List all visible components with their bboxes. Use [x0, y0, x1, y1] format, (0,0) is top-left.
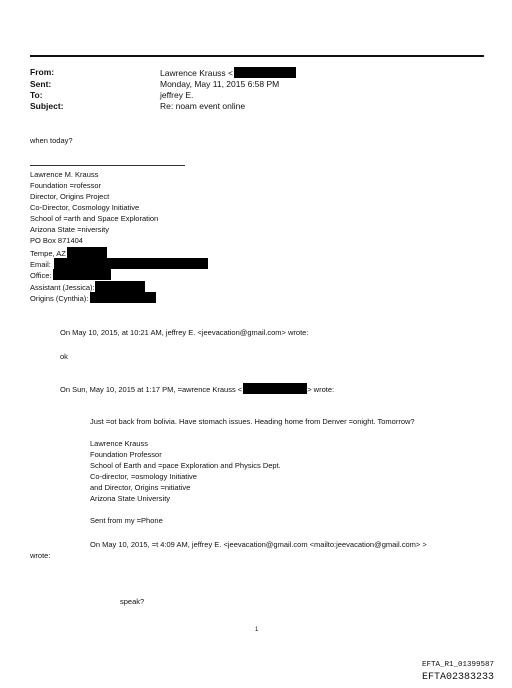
- quote2-intro-pre: On Sun, May 10, 2015 at 1:17 PM, =awrence Krauss <: [60, 385, 243, 394]
- from-value: [160, 67, 296, 78]
- quote2-sig-line: School of Earth and =pace Exploration and Physics Dept.: [90, 461, 281, 470]
- origins-label: Origins (Cynthia):: [30, 294, 89, 303]
- from-label: From:: [30, 67, 55, 77]
- nested-quote-text: speak?: [120, 597, 145, 606]
- signature-line: School of =arth and Space Exploration: [30, 214, 159, 223]
- footer-id-1: EFTA_R1_01399587: [421, 661, 494, 669]
- quote1-text: ok: [60, 352, 68, 361]
- quote1-intro: On May 10, 2015, at 10:21 AM, jeffrey E. <jeevacation@gmail.com> wrote:: [60, 328, 309, 337]
- quote2-message: Just =ot back from bolivia. Have stomach issues. Heading home from Denver =onight. Tomorrow?: [90, 417, 415, 426]
- signature-line-office: [30, 269, 111, 281]
- sent-value: Monday, May 11, 2015 6:58 PM: [160, 79, 280, 89]
- quote2-sig-line: Arizona State University: [90, 494, 171, 503]
- signature-line: Lawrence M. Krauss: [30, 170, 99, 179]
- redaction-block: [243, 383, 307, 394]
- office-label: Office:: [30, 271, 52, 280]
- subject-value: Re: noam event online: [160, 101, 246, 111]
- signature-line: Arizona State =niversity: [30, 225, 109, 234]
- redaction-block: [54, 258, 208, 269]
- nested-quote-intro: On May 10, 2015, =t 4:09 AM, jeffrey E. <jeevacation@gmail.com <mailto:jeevacation@gmail.com> >: [90, 540, 427, 549]
- signature-line-origins: [30, 292, 156, 304]
- quote2-intro: [60, 383, 334, 395]
- to-label: To:: [30, 90, 43, 100]
- quote2-sent-from: Sent from my =Phone: [90, 516, 163, 525]
- quote2-sig-line: and Director, Origins =nitiative: [90, 483, 191, 492]
- page-number: 1: [255, 627, 259, 633]
- email-label: Email:: [30, 260, 51, 269]
- footer-id-2: EFTA02383233: [421, 672, 494, 683]
- assistant-label: Assistant (Jessica):: [30, 283, 95, 292]
- redaction-block: [90, 292, 156, 303]
- subject-label: Subject:: [30, 101, 64, 111]
- header-rule: [30, 55, 484, 57]
- signature-line: Director, Origins Project: [30, 192, 110, 201]
- nested-quote-wrote: wrote:: [30, 551, 51, 560]
- sent-label: Sent:: [30, 79, 52, 89]
- signature-line: Foundation =rofessor: [30, 181, 102, 190]
- body-opening: when today?: [30, 136, 73, 145]
- quote2-sig-line: Co-director, =osmology Initiative: [90, 472, 197, 481]
- redaction-block: [67, 247, 107, 258]
- signature-divider: [30, 165, 185, 166]
- quote2-intro-post: > wrote:: [307, 385, 335, 394]
- signature-line: PO Box 871404: [30, 236, 83, 245]
- redaction-block: [95, 281, 145, 292]
- to-value: jeffrey E.: [160, 90, 194, 100]
- tempe-text: Tempe, AZ: [30, 249, 66, 258]
- redaction-block: [234, 67, 296, 78]
- quote2-sig-line: Foundation Professor: [90, 450, 162, 459]
- from-value-text: Lawrence Krauss <: [160, 68, 233, 78]
- redaction-block: [53, 269, 111, 280]
- signature-line: Co-Director, Cosmology Initiative: [30, 203, 140, 212]
- quote2-sig-line: Lawrence Krauss: [90, 439, 148, 448]
